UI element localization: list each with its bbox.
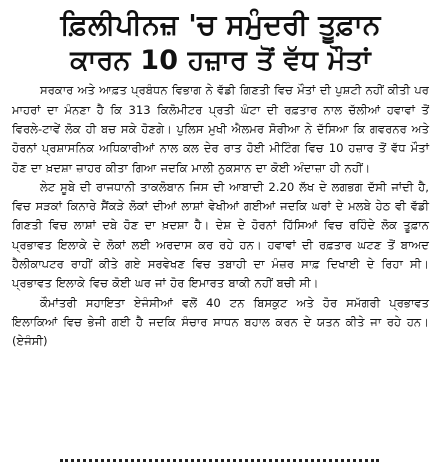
article-paragraph-1: ਸਰਕਾਰ ਅਤੇ ਆਫ਼ਤ ਪ੍ਰਬੰਧਨ ਵਿਭਾਗ ਨੇ ਵੱਡੀ ਗਿਣਤੀ ਵਿਚ ਮੌਤਾਂ ਦੀ ਪੁਸ਼ਟੀ ਨਹੀਂ ਕੀਤੀ ਪਰ ਮਾਹਰਾਂ ਦਾ ਮੰਨਣਾ ਹੈ ਕਿ 313 ਕਿਲੋਮੀਟਰ ਪ੍ਰਤੀ ਘੰਟਾ ਦੀ ਰਫ਼ਤਾਰ ਨਾਲ ਚੱਲੀਆਂ ਹਵਾਵਾਂ ਤੋਂ ਵਿਰਲੇ-ਟਾਵੇਂ ਲੋਕ ਹੀ ਬਚ ਸਕੇ ਹੋਣਗੇ। ਪੁਲਿਸ ਮੁਖੀ ਐਲਮਰ ਸੋਰੀਆ ਨੇ ਦੱਸਿਆ ਕਿ ਗਵਰਨਰ ਅਤੇ ਹੋਰਨਾਂ ਪ੍ਰਸ਼ਾਸਨਿਕ ਅਧਿਕਾਰੀਆਂ ਨਾਲ ਕਲ ਦੇਰ ਰਾਤ ਹੋਈ ਮੀਟਿੰਗ ਵਿਚ 10 ਹਜ਼ਾਰ ਤੋਂ ਵੱਧ ਮੌਤਾਂ ਹੋਣ ਦਾ ਖ਼ਦਸ਼ਾ ਜ਼ਾਹਰ ਕੀਤਾ ਗਿਆ ਜਦਕਿ ਮਾਲੀ ਨੁਕਸਾਨ ਦਾ ਕੋਈ ਅੰਦਾਜ਼ਾ ਹੀ ਨਹੀਂ। (12, 83, 429, 175)
article-body (12, 81, 429, 351)
article-paragraph-2: ਲੇਟ ਸੂਬੇ ਦੀ ਰਾਜਧਾਨੀ ਤਾਕਲੋਬਾਨ ਜਿਸ ਦੀ ਆਬਾਦੀ 2.20 ਲੱਖ ਦੇ ਲਗਭਗ ਦੱਸੀ ਜਾਂਦੀ ਹੈ, ਵਿਚ ਸੜਕਾਂ ਕਿਨਾਰੇ ਸੈਂਕੜੇ ਲੋਕਾਂ ਦੀਆਂ ਲਾਸ਼ਾਂ ਵੇਖੀਆਂ ਗਈਆਂ ਜਦਕਿ ਘਰਾਂ ਦੇ ਮਲਬੇ ਹੇਠ ਵੀ ਵੱਡੀ ਗਿਣਤੀ ਵਿਚ ਲਾਸ਼ਾਂ ਦਬੇ ਹੋਣ ਦਾ ਖ਼ਦਸ਼ਾ ਹੈ। ਦੇਸ਼ ਦੇ ਹੋਰਨਾਂ ਹਿੱਸਿਆਂ ਵਿਚ ਰਹਿੰਦੇ ਲੋਕ ਤੂਫ਼ਾਨ ਪ੍ਰਭਾਵਤ ਇਲਾਕੇ ਦੇ ਲੋਕਾਂ ਲਈ ਅਰਦਾਸ ਕਰ ਰਹੇ ਹਨ। ਹਵਾਵਾਂ ਦੀ ਰਫ਼ਤਾਰ ਘਟਣ ਤੋਂ ਬਾਅਦ ਹੈਲੀਕਾਪਟਰ ਰਾਹੀਂ ਕੀਤੇ ਗਏ ਸਰਵੇਖਣ ਵਿਚ ਤਬਾਹੀ ਦਾ ਮੰਜ਼ਰ ਸਾਫ਼ ਦਿਖਾਈ ਦੇ ਰਿਹਾ ਸੀ। ਪ੍ਰਭਾਵਤ ਇਲਾਕੇ ਵਿਚ ਕੋਈ ਘਰ ਜਾਂ ਹੋਰ ਇਮਾਰਤ ਬਾਕੀ ਨਹੀਂ ਬਚੀ ਸੀ। (12, 179, 429, 291)
article-paragraph-3: ਕੌਮਾਂਤਰੀ ਸਹਾਇਤਾ ਏਜੰਸੀਆਂ ਵਲੋਂ 40 ਟਨ ਬਿਸਕੁਟ ਅਤੇ ਹੋਰ ਸਮੱਗਰੀ ਪ੍ਰਭਾਵਤ ਇਲਾਕਿਆਂ ਵਿਚ ਭੇਜੀ ਗਈ ਹੈ ਜਦਕਿ ਸੰਚਾਰ ਸਾਧਨ ਬਹਾਲ ਕਰਨ ਦੇ ਯਤਨ ਕੀਤੇ ਜਾ ਰਹੇ ਹਨ। (ਏਜੰਸੀ) (12, 295, 429, 349)
headline-line-2: ਕਾਰਨ 10 ਹਜ਼ਾਰ ਤੋਂ ਵੱਧ ਮੌਤਾਂ (70, 45, 371, 77)
clipping-cut-edge (60, 455, 379, 463)
headline-line-1: ਫ਼ਿਲੀਪੀਨਜ਼ 'ਚ ਸਮੁੰਦਰੀ ਤੂਫ਼ਾਨ (60, 8, 381, 41)
